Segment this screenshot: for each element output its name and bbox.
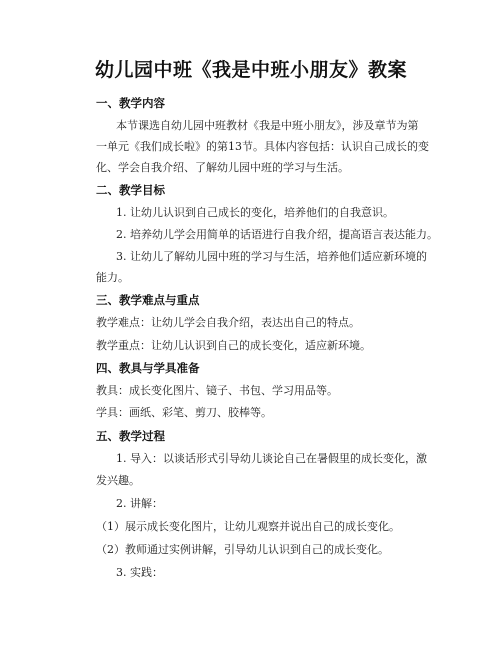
paragraph-line: 教具：成长变化图片、镜子、书包、学习用品等。 [96, 384, 338, 397]
list-item: 1. 让幼儿认识到自己成长的变化，培养他们的自我意识。 [116, 206, 394, 219]
paragraph-line: 学具：画纸、彩笔、剪刀、胶棒等。 [96, 406, 272, 419]
list-item: 1. 导入：以谈话形式引导幼儿谈论自己在暑假里的成长变化，激 [116, 452, 427, 465]
list-item: 3. 实践： [116, 566, 163, 579]
list-item: 2. 讲解： [116, 497, 163, 510]
section-heading-difficulties: 三、教学难点与重点 [96, 293, 200, 307]
section-heading-objectives: 二、教学目标 [96, 183, 165, 197]
list-item: （2）教师通过实例讲解，引导幼儿认识到自己的成长变化。 [96, 543, 389, 556]
section-heading-content: 一、教学内容 [96, 96, 165, 110]
paragraph-line: 教学重点：让幼儿认识到自己的成长变化，适应新环境。 [96, 339, 371, 352]
section-heading-materials: 四、教具与学具准备 [96, 361, 200, 375]
list-item: （1）展示成长变化图片，让幼儿观察并说出自己的成长变化。 [96, 520, 400, 533]
paragraph-line: 教学难点：让幼儿学会自我介绍，表达出自己的特点。 [96, 316, 360, 329]
section-heading-process: 五、教学过程 [96, 429, 165, 443]
list-item: 2. 培养幼儿学会用简单的话语进行自我介绍，提高语言表达能力。 [116, 228, 438, 241]
paragraph-line: 本节课选自幼儿园中班教材《我是中班小朋友》，涉及章节为第 [116, 119, 419, 132]
paragraph-line: 化、学会自我介绍、了解幼儿园中班的学习与生活。 [96, 161, 349, 174]
paragraph-line: 一单元《我们成长啦》的第13节。具体内容包括：认识自己成长的变 [96, 140, 429, 153]
paragraph-line: 能力。 [96, 271, 129, 284]
list-item: 3. 让幼儿了解幼儿园中班的学习与生活，培养他们适应新环境的 [116, 250, 427, 263]
document-title: 幼儿园中班《我是中班小朋友》教案 [94, 59, 407, 81]
paragraph-line: 发兴趣。 [96, 474, 140, 487]
